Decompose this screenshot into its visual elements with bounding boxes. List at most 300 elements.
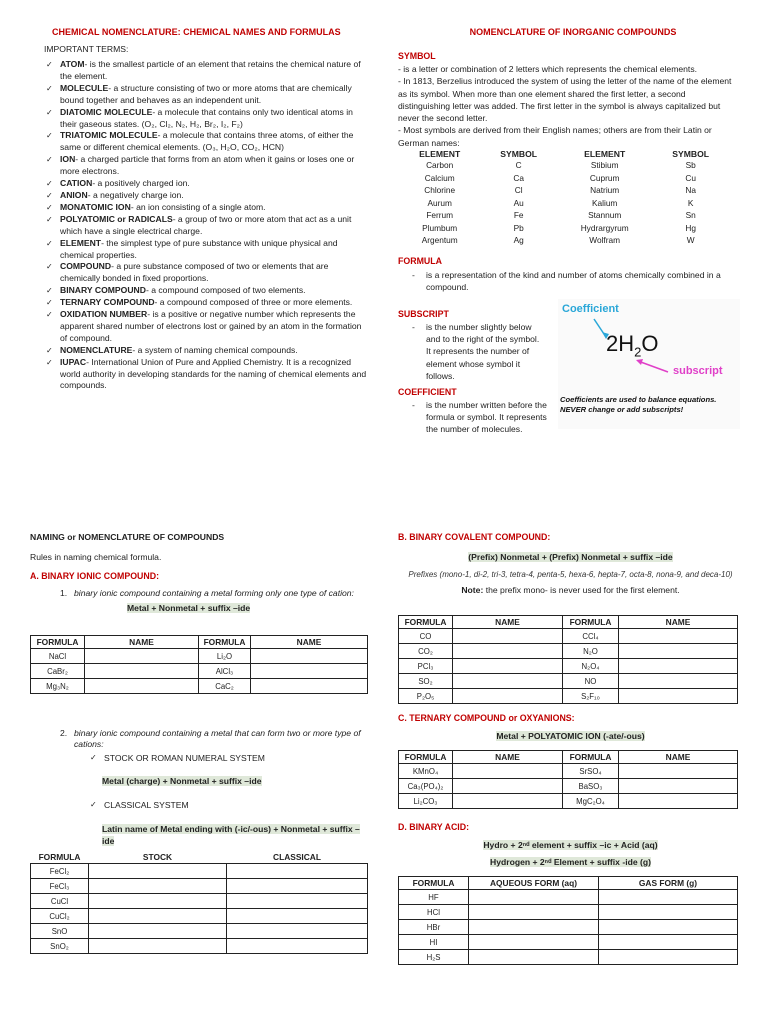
term-name: ATOM — [60, 59, 85, 69]
tableB-header: NAME — [453, 616, 563, 629]
blank-answer-cell[interactable] — [599, 935, 738, 950]
element-symbol: Hg — [685, 222, 696, 233]
binary-acid-table — [398, 876, 738, 965]
table1-header: FORMULA — [199, 636, 251, 649]
blank-answer-cell[interactable] — [227, 864, 368, 879]
table2-header: FORMULA — [31, 851, 89, 864]
coefficient-subscript-figure — [558, 299, 740, 429]
table-row — [399, 794, 738, 809]
blank-answer-cell[interactable] — [85, 649, 199, 664]
symbol-heading: SYMBOL — [398, 51, 436, 61]
page-title: CHEMICAL NOMENCLATURE: CHEMICAL NAMES AND FORMULAS — [52, 27, 341, 37]
term-item — [44, 202, 370, 214]
stock-classical-table — [30, 851, 368, 954]
formula-cell: HCl — [399, 905, 469, 920]
formula-cell: CaC₂ — [199, 679, 251, 694]
formula-cell: HF — [399, 890, 469, 905]
formula-cell: CuCl — [31, 894, 89, 909]
term-item — [44, 107, 370, 131]
table1-header: NAME — [251, 636, 368, 649]
left-top-section — [30, 27, 370, 392]
element-name: Plumbum — [422, 222, 458, 233]
element-name: Natrium — [590, 185, 620, 196]
formula-cell: CO₂ — [399, 644, 453, 659]
formula-end: O — [641, 330, 659, 356]
term-item — [44, 214, 370, 238]
check-icon: ✓ — [46, 131, 53, 141]
formula-cell: CuCl₂ — [31, 909, 89, 924]
term-definition: - a structure consisting of two or more atoms that are chemically bound together and behaves as an independent unit. — [60, 82, 352, 105]
formula-cell: AlCl₃ — [199, 664, 251, 679]
term-definition: - a compound composed of three or more elements. — [154, 297, 353, 308]
blank-answer-cell[interactable] — [619, 644, 738, 659]
blank-answer-cell[interactable] — [227, 924, 368, 939]
blank-answer-cell[interactable] — [453, 629, 563, 644]
section-title-inorganic: NOMENCLATURE OF INORGANIC COMPOUNDS — [469, 27, 677, 37]
element-name: Ferrum — [426, 210, 454, 221]
check-icon: ✓ — [46, 83, 53, 93]
item-2-number: 2. — [60, 728, 68, 738]
table-row — [399, 950, 738, 965]
symbol-row — [398, 172, 728, 185]
blank-answer-cell[interactable] — [469, 935, 599, 950]
section-c-block — [398, 713, 743, 741]
term-definition: - a negatively charge ion. — [87, 189, 184, 200]
blank-answer-cell[interactable] — [453, 794, 563, 809]
rule-b-row — [398, 552, 743, 562]
blank-answer-cell[interactable] — [453, 764, 563, 779]
formula-cell: FeCl₃ — [31, 879, 89, 894]
table1-header: NAME — [85, 636, 199, 649]
blank-answer-cell[interactable] — [619, 794, 738, 809]
symbol-row — [398, 234, 728, 247]
term-name: IUPAC — [60, 356, 87, 367]
element-symbol: C — [515, 160, 522, 171]
check-icon: ✓ — [90, 800, 97, 809]
table-row — [31, 879, 368, 894]
formula-cell: Ca₃(PO₄)₂ — [399, 779, 453, 794]
blank-answer-cell[interactable] — [453, 644, 563, 659]
subscript-text: is the number slightly below and to the right of the symbol. It represents the number of element whose symbol it follows. — [426, 321, 540, 381]
blank-answer-cell[interactable] — [453, 659, 563, 674]
term-definition: - International Union of Pure and Applied Chemistry. It is a recognized world authority in developing standards for the naming of chemical elements and compounds. — [60, 356, 367, 391]
sym-col-header: ELEMENT — [584, 149, 626, 160]
symbol-line: - In 1813, Berzelius introduced the system of using the letter of the name of the element as its symbol. When more than one element shared the first letter, a second distinguishing letter was added. The first letter in the symbol is always capitalized but never the second letter. — [398, 76, 732, 124]
term-item — [44, 190, 370, 202]
ternary-table — [398, 750, 738, 809]
blank-answer-cell[interactable] — [227, 939, 368, 954]
formula-cell: SnO₂ — [31, 939, 89, 954]
classical-label-row — [30, 800, 370, 810]
table-row — [31, 864, 368, 879]
element-symbol: Ca — [513, 172, 524, 183]
blank-answer-cell[interactable] — [453, 674, 563, 689]
subscript-coefficient-block — [398, 302, 738, 449]
element-name: Hydrargyrum — [580, 222, 629, 233]
check-icon: ✓ — [46, 298, 53, 308]
tableC-header: NAME — [619, 751, 738, 764]
term-item — [44, 83, 370, 107]
blank-answer-cell[interactable] — [89, 894, 227, 909]
element-symbol: Cl — [514, 185, 523, 196]
term-definition: - a molecule that contains three atoms, of either the same or different chemical elements. (O₃, H₂O, CO₂, HCN) — [60, 130, 354, 153]
term-item — [44, 285, 370, 297]
symbol-line: - is a letter or combination of 2 letters which represents the chemical elements. — [398, 64, 698, 74]
coefficient-heading: COEFFICIENT — [398, 386, 457, 397]
formula-sub: 2 — [634, 344, 642, 360]
item-1 — [30, 588, 364, 599]
sym-col-header: SYMBOL — [500, 149, 538, 160]
table-row — [399, 629, 738, 644]
element-name: Aurum — [427, 197, 452, 208]
symbol-row — [398, 159, 728, 172]
formula-heading: FORMULA — [398, 255, 442, 266]
term-item — [44, 297, 370, 309]
element-name: Calcium — [424, 172, 455, 183]
classical-label: CLASSICAL SYSTEM — [104, 800, 189, 810]
term-name: ELEMENT — [60, 237, 102, 248]
sym-col-header: ELEMENT — [419, 149, 461, 160]
stock-rule-row — [102, 776, 370, 786]
element-symbol: K — [687, 197, 694, 208]
blank-answer-cell[interactable] — [469, 950, 599, 965]
formula-text: is a representation of the kind and number of atoms chemically combined in a compound. — [426, 269, 721, 292]
term-name: COMPOUND — [60, 261, 112, 272]
subscript-definition: - is the number slightly below and to the right of the symbol. It represents the number of element whose symbol it follows. — [412, 321, 540, 381]
element-symbol: W — [686, 235, 695, 246]
check-icon: ✓ — [46, 310, 53, 320]
subscript-arrow — [638, 361, 668, 372]
tableD-header: AQUEOUS FORM (aq) — [469, 877, 599, 890]
stock-label: STOCK OR ROMAN NUMERAL SYSTEM — [104, 753, 265, 763]
formula-cell: MgC₂O₄ — [563, 794, 619, 809]
formula-cell: Mg₃N₂ — [31, 679, 85, 694]
formula-cell: CO — [399, 629, 453, 644]
blank-answer-cell[interactable] — [89, 924, 227, 939]
coefficient-definition: - is the number written before the formula or symbol. It represents the number of molecules. — [412, 399, 547, 435]
check-icon: ✓ — [46, 60, 53, 69]
formula-cell: CaBr₂ — [31, 664, 85, 679]
formula-cell: H₂S — [399, 950, 469, 965]
rule-d1: Hydro + 2ⁿᵈ element + suffix –ic + Acid (aq) — [483, 840, 658, 850]
table-row — [31, 939, 368, 954]
element-name: Carbon — [426, 160, 454, 171]
term-definition: - an ion consisting of a single atom. — [130, 201, 266, 212]
blank-answer-cell[interactable] — [251, 649, 368, 664]
check-icon: ✓ — [46, 214, 53, 224]
blank-answer-cell[interactable] — [227, 909, 368, 924]
formula-cell: Li₂CO₃ — [399, 794, 453, 809]
formula-cell: N₂O — [563, 644, 619, 659]
formula-cell: FeCl₂ — [31, 864, 89, 879]
symbol-text — [398, 63, 738, 149]
formula-cell: HBr — [399, 920, 469, 935]
figure-caption — [560, 395, 738, 415]
term-item — [44, 154, 370, 178]
section-a-heading: A. BINARY IONIC COMPOUND: — [30, 571, 160, 581]
terms-list — [44, 59, 370, 392]
formula-cell: P₂O₅ — [399, 689, 453, 704]
term-definition: - is the smallest particle of an element that retains the chemical nature of the element. — [60, 59, 361, 81]
item-1-text: binary ionic compound containing a metal forming only one type of cation: — [74, 588, 354, 598]
table1-header: FORMULA — [31, 636, 85, 649]
blank-answer-cell[interactable] — [85, 679, 199, 694]
element-name: Stibium — [590, 160, 619, 171]
table-row — [399, 644, 738, 659]
classical-rule: Latin name of Metal ending with (-ic/-ous) + Nonmetal + suffix –ide — [102, 824, 360, 846]
term-definition: - a group of two or more atom that act as a unit which have a single electrical charge. — [60, 213, 352, 236]
element-symbol: Sb — [685, 160, 696, 171]
element-symbol: Fe — [513, 210, 524, 221]
blank-answer-cell[interactable] — [599, 950, 738, 965]
binary-ionic-table — [30, 635, 368, 694]
term-definition: - the simplest type of pure substance with unique physical and chemical properties. — [60, 237, 338, 260]
item-1-number: 1. — [60, 588, 68, 598]
term-item — [44, 178, 370, 190]
blank-answer-cell[interactable] — [85, 664, 199, 679]
formula-cell: CCl₄ — [563, 629, 619, 644]
blank-answer-cell[interactable] — [599, 920, 738, 935]
element-name: Cuprum — [589, 172, 620, 183]
formula-cell: KMnO₄ — [399, 764, 453, 779]
term-item — [44, 261, 370, 285]
formula-display — [606, 331, 658, 359]
binary-covalent-table — [398, 615, 738, 704]
formula-main: 2H — [606, 330, 635, 356]
tableC-header: NAME — [453, 751, 563, 764]
right-bottom-section — [398, 532, 743, 595]
term-name: TRIATOMIC MOLECULE — [60, 130, 158, 141]
table-row — [31, 924, 368, 939]
formula-cell: BaSO₃ — [563, 779, 619, 794]
tableD-header: GAS FORM (g) — [599, 877, 738, 890]
formula-cell: HI — [399, 935, 469, 950]
term-definition: - a compound composed of two elements. — [145, 285, 306, 296]
blank-answer-cell[interactable] — [227, 894, 368, 909]
naming-title: NAMING or NOMENCLATURE OF COMPOUNDS — [30, 532, 225, 542]
check-icon: ✓ — [46, 179, 53, 189]
formula-cell: SrSO₄ — [563, 764, 619, 779]
symbol-row — [398, 197, 728, 210]
item-2 — [30, 728, 370, 750]
section-b-heading: B. BINARY COVALENT COMPOUND: — [398, 532, 551, 542]
rule-c-row — [398, 731, 743, 741]
term-name: POLYATOMIC or RADICALS — [60, 213, 173, 224]
formula-cell: NaCl — [31, 649, 85, 664]
formula-cell: PCl₃ — [399, 659, 453, 674]
section-d-block — [398, 822, 743, 867]
rule-d1-row — [398, 840, 743, 850]
blank-answer-cell[interactable] — [251, 679, 368, 694]
term-definition: - is a positive or negative number which represents the apparent shared number of electrons lost or gained by an atom in the formation of compound. — [60, 309, 362, 343]
element-name: Chlorine — [424, 185, 456, 196]
note-label: Note: — [461, 585, 484, 595]
symbol-row — [398, 222, 728, 235]
blank-answer-cell[interactable] — [453, 779, 563, 794]
symbol-line: - Most symbols are derived from their English names; others are from their Latin or German names: — [398, 125, 712, 148]
rule-1-row — [127, 603, 370, 613]
check-icon: ✓ — [46, 202, 53, 212]
item-2-block — [30, 728, 370, 847]
tableC-header: FORMULA — [563, 751, 619, 764]
blank-answer-cell[interactable] — [453, 689, 563, 704]
prefixes-text: Prefixes (mono-1, di-2, tri-3, tetra-4, penta-5, hexa-6, hepta-7, octa-8, nona-9, and deca-10) — [408, 570, 733, 579]
table-row — [399, 779, 738, 794]
blank-answer-cell[interactable] — [469, 920, 599, 935]
note-row — [398, 585, 743, 595]
element-name: Wolfram — [589, 235, 621, 246]
tableC-header: FORMULA — [399, 751, 453, 764]
table-row — [31, 679, 368, 694]
element-symbol: Ag — [513, 235, 524, 246]
table-row — [399, 689, 738, 704]
symbol-table — [398, 149, 728, 247]
blank-answer-cell[interactable] — [251, 664, 368, 679]
check-icon: ✓ — [46, 190, 53, 200]
term-name: OXIDATION NUMBER — [60, 309, 148, 320]
table-row — [31, 909, 368, 924]
classical-rule-row — [102, 823, 370, 847]
blank-answer-cell[interactable] — [619, 659, 738, 674]
sym-col-header: SYMBOL — [672, 149, 710, 160]
check-icon: ✓ — [46, 357, 53, 367]
section-c-heading: C. TERNARY COMPOUND or OXYANIONS: — [398, 713, 575, 723]
element-name: Kalium — [591, 197, 618, 208]
term-name: ANION — [60, 189, 88, 200]
tableB-header: NAME — [619, 616, 738, 629]
important-terms-heading: IMPORTANT TERMS: — [44, 44, 129, 54]
symbol-row — [398, 209, 728, 222]
subscript-heading: SUBSCRIPT — [398, 308, 449, 319]
term-definition: - a pure substance composed of two or elements that are chemically bonded in fixed proportions. — [60, 261, 329, 284]
coefficient-text: is the number written before the formula or symbol. It represents the number of molecules. — [426, 399, 547, 435]
formula-definition: - is a representation of the kind and number of atoms chemically combined in a compound. — [412, 269, 721, 292]
item-2-text: binary ionic compound containing a metal that can form two or more type of cations: — [74, 728, 361, 749]
formula-cell: NO — [563, 674, 619, 689]
rule-d2: Hydrogen + 2ⁿᵈ Element + suffix -ide (g) — [489, 857, 651, 867]
term-definition: - a charged particle that forms from an atom when it gains or loses one or more electrons. — [60, 154, 355, 177]
blank-answer-cell[interactable] — [619, 674, 738, 689]
term-definition: - a positively charged ion. — [92, 178, 190, 189]
blank-answer-cell[interactable] — [89, 909, 227, 924]
check-icon: ✓ — [46, 262, 53, 272]
element-symbol: Pb — [513, 222, 524, 233]
term-definition: - a molecule that contains only two identical atoms in their gaseous states. (O₂, Cl₂, N₂, H₂, Br₂, I₂, F₂) — [60, 106, 353, 129]
check-icon: ✓ — [46, 238, 53, 248]
left-bottom-section — [30, 532, 370, 613]
symbol-row — [398, 184, 728, 197]
formula-cell: SO₂ — [399, 674, 453, 689]
term-item — [44, 357, 370, 393]
blank-answer-cell[interactable] — [599, 890, 738, 905]
blank-answer-cell[interactable] — [619, 629, 738, 644]
rule-b: (Prefix) Nonmetal + (Prefix) Nonmetal + suffix –ide — [468, 552, 673, 562]
rules-text: Rules in naming chemical formula. — [30, 552, 162, 562]
stock-label-row — [30, 753, 370, 763]
rule-1: Metal + Nonmetal + suffix –ide — [127, 603, 251, 613]
right-top-section — [398, 27, 738, 449]
term-name: MONATOMIC ION — [60, 201, 131, 212]
table-row — [399, 764, 738, 779]
stock-rule: Metal (charge) + Nonmetal + suffix –ide — [102, 776, 262, 786]
element-symbol: Cu — [685, 172, 696, 183]
rule-d2-row — [398, 857, 743, 867]
table2-header: STOCK — [89, 851, 227, 864]
term-item — [44, 309, 370, 345]
tableB-header: FORMULA — [399, 616, 453, 629]
rule-c: Metal + POLYATOMIC ION (-ate/-ous) — [496, 731, 645, 741]
formula-cell: Li₂O — [199, 649, 251, 664]
tableB-header: FORMULA — [563, 616, 619, 629]
tableD-header: FORMULA — [399, 877, 469, 890]
table-row — [31, 649, 368, 664]
coefficient-label: Coefficient — [562, 302, 619, 315]
table-row — [399, 935, 738, 950]
blank-answer-cell[interactable] — [469, 890, 599, 905]
formula-cell: SnO — [31, 924, 89, 939]
table-row — [399, 890, 738, 905]
term-name: ION — [60, 154, 76, 165]
term-item — [44, 59, 370, 83]
term-name: DIATOMIC MOLECULE — [60, 106, 153, 117]
term-name: TERNARY COMPOUND — [60, 297, 155, 308]
blank-answer-cell[interactable] — [89, 879, 227, 894]
check-icon: ✓ — [46, 107, 53, 117]
term-item — [44, 130, 370, 154]
subscript-arrowhead — [636, 359, 643, 365]
table-row — [399, 920, 738, 935]
term-item — [44, 238, 370, 262]
table-row — [31, 664, 368, 679]
element-symbol: Na — [685, 185, 696, 196]
table2-header: CLASSICAL — [227, 851, 368, 864]
check-icon: ✓ — [90, 753, 97, 762]
blank-answer-cell[interactable] — [599, 905, 738, 920]
table-row — [31, 894, 368, 909]
table-row — [399, 905, 738, 920]
blank-answer-cell[interactable] — [619, 764, 738, 779]
blank-answer-cell[interactable] — [89, 939, 227, 954]
check-icon: ✓ — [46, 155, 53, 165]
table-row — [399, 659, 738, 674]
term-name: CATION — [60, 178, 93, 189]
element-symbol: Au — [513, 197, 524, 208]
element-name: Stannum — [588, 210, 622, 221]
blank-answer-cell[interactable] — [469, 905, 599, 920]
element-symbol: Sn — [685, 210, 696, 221]
blank-answer-cell[interactable] — [227, 879, 368, 894]
caption-line: NEVER change or add subscripts! — [560, 404, 684, 414]
subscript-label: subscript — [673, 364, 723, 377]
section-d-heading: D. BINARY ACID: — [398, 822, 470, 832]
blank-answer-cell[interactable] — [619, 779, 738, 794]
blank-answer-cell[interactable] — [89, 864, 227, 879]
formula-cell: S₂F₁₀ — [563, 689, 619, 704]
term-item — [44, 345, 370, 357]
element-name: Argentum — [421, 235, 458, 246]
term-name: MOLECULE — [60, 82, 109, 93]
table-row — [399, 674, 738, 689]
note-text: the prefix mono- is never used for the first element. — [483, 585, 680, 595]
check-icon: ✓ — [46, 345, 53, 355]
blank-answer-cell[interactable] — [619, 689, 738, 704]
term-definition: - a system of naming chemical compounds. — [132, 344, 298, 355]
term-name: NOMENCLATURE — [60, 344, 133, 355]
formula-cell: N₂O₄ — [563, 659, 619, 674]
caption-line: Coefficients are used to balance equations. — [560, 394, 717, 404]
check-icon: ✓ — [46, 286, 53, 296]
term-name: BINARY COMPOUND — [60, 285, 146, 296]
